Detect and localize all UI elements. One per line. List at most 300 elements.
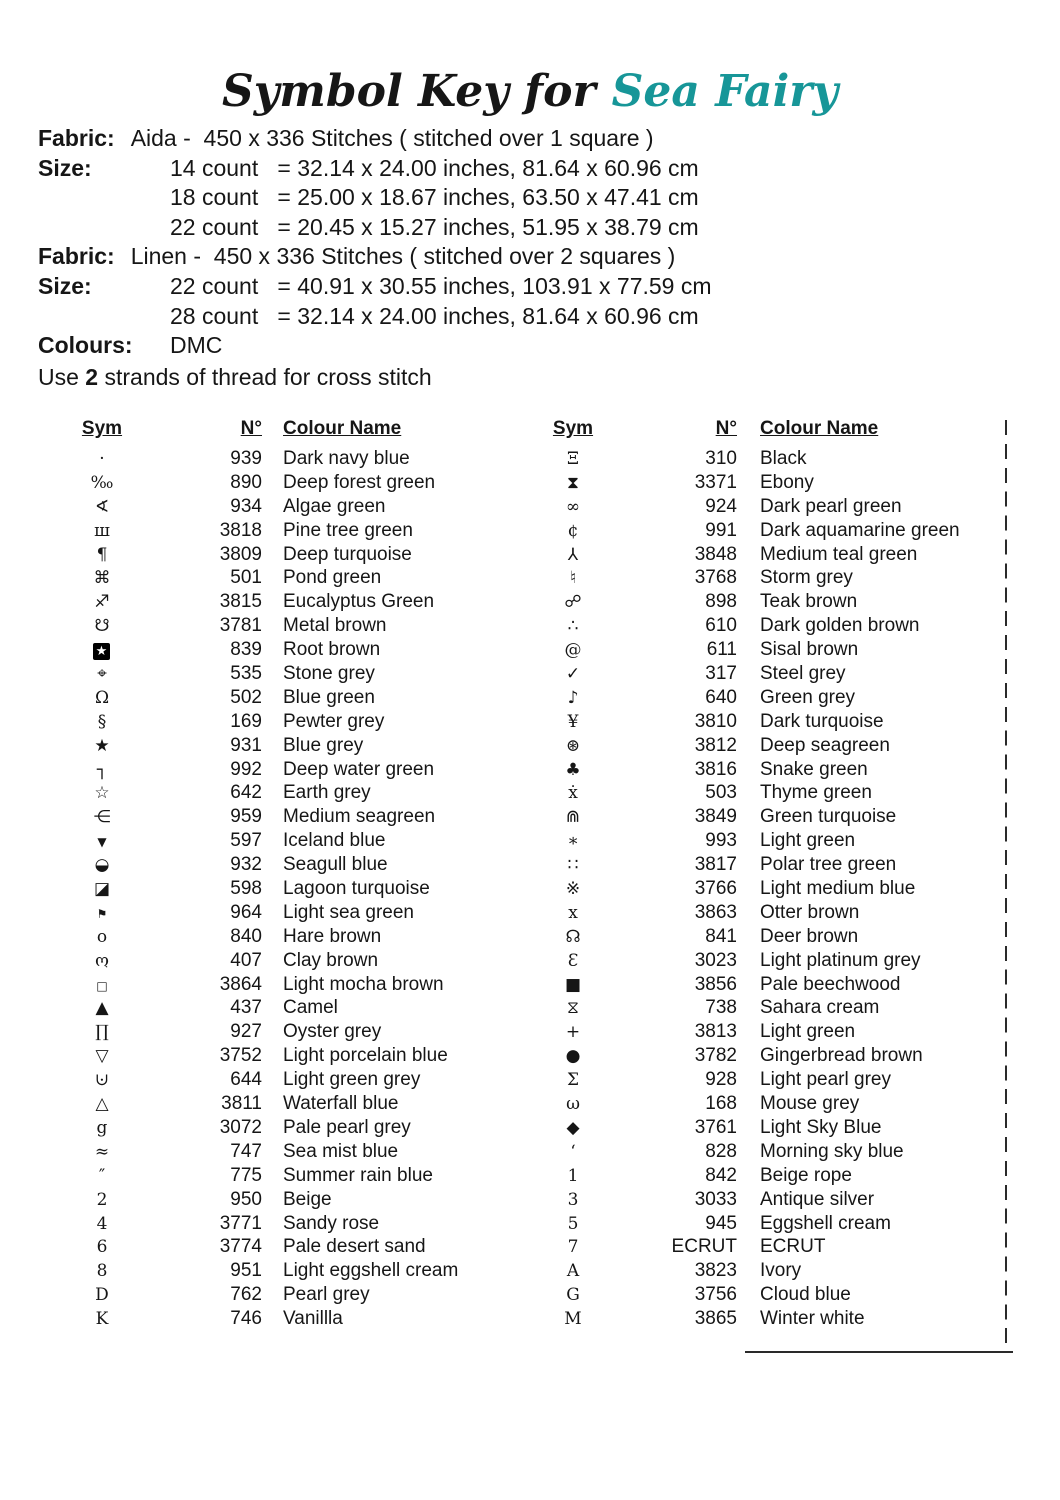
key-symbol: g (96, 1117, 108, 1138)
key-dmc-number: 3781 (219, 615, 262, 637)
key-dmc-number: 738 (705, 997, 737, 1019)
key-dmc-number: 3371 (694, 471, 737, 493)
key-row (75, 1093, 545, 1117)
key-dmc-number: 3817 (694, 854, 737, 876)
key-row (548, 854, 1018, 878)
key-row (548, 735, 1018, 759)
key-dmc-number: 3856 (694, 973, 737, 995)
key-colour-name: Light platinum grey (760, 949, 921, 971)
key-colour-name: Gingerbread brown (760, 1045, 923, 1067)
meta-value: Aida - 450 x 336 Stitches ( stitched over 1 square ) (130, 125, 654, 151)
key-row (548, 1165, 1018, 1189)
key-dmc-number: 932 (230, 854, 262, 876)
key-header-num: N° (240, 418, 262, 439)
key-symbol: ‘ (570, 1141, 576, 1162)
key-row (75, 1189, 545, 1213)
key-row (548, 639, 1018, 663)
meta-line (38, 303, 798, 333)
meta-value: DMC (170, 332, 223, 359)
key-colour-name: Light green (760, 830, 856, 852)
key-colour-name: Light medium blue (760, 878, 916, 900)
key-colour-name: ECRUT (760, 1236, 826, 1258)
meta-line (38, 243, 798, 273)
key-symbol: ¥ (567, 711, 579, 732)
key-dmc-number: 3761 (694, 1116, 737, 1138)
key-dmc-number: 3863 (694, 901, 737, 923)
key-dmc-number: 746 (230, 1308, 262, 1330)
key-row (75, 926, 545, 950)
key-colour-name: Iceland blue (283, 830, 386, 852)
key-colour-name: Blue grey (283, 734, 364, 756)
key-symbol: ¶ (96, 544, 108, 565)
key-dmc-number: 3849 (694, 806, 737, 828)
key-dmc-number: 3812 (694, 734, 737, 756)
key-dmc-number: 3771 (219, 1212, 262, 1234)
key-symbol: ⋲ (93, 807, 111, 828)
key-symbol: ☋ (94, 616, 110, 637)
page-title (0, 68, 1060, 116)
key-symbol: ≈ (94, 1141, 110, 1162)
key-row (75, 687, 545, 711)
key-row (548, 472, 1018, 496)
key-dmc-number: 931 (230, 734, 262, 756)
key-colour-name: Seagull blue (283, 854, 388, 876)
key-symbol: ⌘ (93, 568, 111, 589)
key-dmc-number: 642 (230, 782, 262, 804)
key-symbol: Ɛ (567, 950, 579, 971)
key-row (75, 830, 545, 854)
key-colour-name: Stone grey (283, 663, 375, 685)
key-header-name: Colour Name (760, 418, 879, 439)
key-symbol: § (97, 711, 107, 732)
key-dmc-number: 924 (705, 495, 737, 517)
key-symbol: △ (95, 1094, 109, 1115)
key-dmc-number: 3809 (219, 543, 262, 565)
key-dmc-number: 3864 (219, 973, 262, 995)
key-row (548, 1021, 1018, 1045)
key-row (75, 854, 545, 878)
key-colour-name: Light porcelain blue (283, 1045, 448, 1067)
key-colour-name: Summer rain blue (283, 1164, 433, 1186)
key-symbol: ★ (94, 735, 110, 756)
key-symbol: 7 (567, 1237, 579, 1258)
meta-line (38, 273, 798, 303)
key-dmc-number: 959 (230, 806, 262, 828)
meta-value: 18 count = 25.00 x 18.67 inches, 63.50 x 47.41 cm (170, 184, 699, 211)
key-row (75, 902, 545, 926)
key-row (75, 520, 545, 544)
key-symbol: ■ (564, 974, 582, 995)
key-colour-name: Deep forest green (283, 471, 436, 493)
key-colour-name: Snake green (760, 758, 868, 780)
key-dmc-number: 841 (705, 925, 737, 947)
meta-line (38, 125, 798, 155)
key-symbol: ‰ (90, 472, 114, 493)
key-dmc-number: 501 (230, 567, 262, 589)
key-row (548, 997, 1018, 1021)
key-colour-name: Root brown (283, 639, 381, 661)
key-colour-name: Dark golden brown (760, 615, 920, 637)
key-symbol: □ (96, 978, 108, 993)
key-dmc-number: 3811 (221, 1093, 262, 1115)
key-symbol: 2 (96, 1189, 108, 1210)
key-colour-name: Deer brown (760, 925, 859, 947)
key-colour-name: Camel (283, 997, 338, 1019)
key-colour-name: Dark aquamarine green (760, 519, 960, 541)
key-symbol: G (566, 1285, 580, 1306)
key-symbol: ▲ (95, 998, 109, 1019)
key-colour-name: Ebony (760, 471, 814, 493)
key-symbol: ✓ (565, 664, 581, 685)
key-dmc-number: 598 (230, 878, 262, 900)
key-row (75, 639, 545, 663)
key-symbol: ♐ (94, 592, 110, 613)
key-row (75, 735, 545, 759)
key-row (75, 567, 545, 591)
key-colour-name: Sandy rose (283, 1212, 380, 1234)
key-colour-name: Dark turquoise (760, 710, 884, 732)
key-row (75, 1069, 545, 1093)
meta-value: 22 count = 40.91 x 30.55 inches, 103.91 x 77.59 cm (170, 272, 712, 299)
key-symbol: 1 (567, 1165, 579, 1186)
key-header-row (75, 418, 545, 448)
key-symbol: ★ (93, 643, 110, 660)
key-colour-name: Light green (760, 1021, 856, 1043)
key-row (75, 448, 545, 472)
key-dmc-number: 945 (705, 1212, 737, 1234)
key-symbol: ▼ (97, 835, 107, 850)
key-rows-right (548, 448, 1018, 1332)
key-dmc-number: 3782 (694, 1045, 737, 1067)
key-symbol: 4 (96, 1213, 108, 1234)
key-dmc-number: 939 (230, 448, 262, 469)
key-colour-name: Otter brown (760, 901, 860, 923)
key-symbol: Ξ (567, 449, 579, 469)
key-row (75, 950, 545, 974)
key-row (75, 663, 545, 687)
key-row (548, 687, 1018, 711)
meta-value: 28 count = 32.14 x 24.00 inches, 81.64 x 60.96 cm (170, 302, 699, 329)
key-row (548, 520, 1018, 544)
key-symbol: ⊍ (94, 1070, 110, 1091)
key-dmc-number: 3033 (694, 1188, 737, 1210)
key-dmc-number: 3072 (219, 1116, 262, 1138)
key-symbol: + (565, 1022, 581, 1043)
key-colour-name: Thyme green (760, 782, 872, 804)
key-row (548, 759, 1018, 783)
key-dmc-number: 3752 (219, 1045, 262, 1067)
footer-rule (745, 1351, 1013, 1353)
key-symbol: A (566, 1261, 580, 1282)
key-symbol: ω (566, 1094, 580, 1115)
meta-value: 22 count = 20.45 x 15.27 inches, 51.95 x 38.79 cm (170, 213, 699, 240)
key-row (548, 711, 1018, 735)
key-row (548, 1260, 1018, 1284)
key-row (548, 591, 1018, 615)
key-colour-name: Green turquoise (760, 806, 897, 828)
key-colour-name: Pine tree green (283, 519, 413, 541)
key-row (75, 472, 545, 496)
key-colour-name: Oyster grey (283, 1021, 382, 1043)
key-symbol: ⊛ (565, 735, 581, 756)
key-symbol: ┐ (96, 759, 108, 780)
key-dmc-number: 317 (705, 663, 737, 685)
key-dmc-number: 169 (230, 710, 262, 732)
key-symbol: ∢ (94, 496, 110, 517)
key-dmc-number: 3774 (219, 1236, 262, 1258)
key-row (548, 1093, 1018, 1117)
key-header-row (548, 418, 1018, 448)
meta-value: Linen - 450 x 336 Stitches ( stitched over 2 squares ) (130, 243, 676, 270)
key-row (548, 1213, 1018, 1237)
usage-note (38, 364, 432, 391)
key-row (548, 615, 1018, 639)
key-row (548, 1284, 1018, 1308)
key-row (548, 1189, 1018, 1213)
key-row (75, 997, 545, 1021)
key-dmc-number: 310 (705, 448, 737, 469)
meta-line (38, 332, 798, 362)
key-dmc-number: 992 (230, 758, 262, 780)
key-colour-name: Steel grey (760, 663, 846, 685)
key-row (75, 1165, 545, 1189)
key-row (548, 1045, 1018, 1069)
key-symbol: ⚑ (96, 906, 108, 921)
key-symbol: 8 (96, 1261, 108, 1282)
key-row (75, 591, 545, 615)
key-symbol: 3 (567, 1189, 579, 1210)
key-dmc-number: 993 (705, 830, 737, 852)
key-colour-name: Beige (283, 1188, 332, 1210)
key-row (548, 544, 1018, 568)
key-colour-name: Ivory (760, 1260, 802, 1282)
key-row (548, 567, 1018, 591)
key-row (548, 830, 1018, 854)
key-colour-name: Sahara cream (760, 997, 880, 1019)
key-row (75, 878, 545, 902)
key-symbol: 6 (96, 1237, 108, 1258)
key-colour-name: Light eggshell cream (283, 1260, 459, 1282)
key-dmc-number: 407 (230, 949, 262, 971)
key-row (548, 950, 1018, 974)
key-symbol: M (564, 1309, 582, 1330)
title-name: Sea Fairy (611, 66, 839, 117)
key-dmc-number: 610 (705, 615, 737, 637)
meta-label: Fabric: (38, 125, 115, 151)
key-symbol: Ω (94, 687, 110, 708)
key-colour-name: Polar tree green (760, 854, 897, 876)
key-dmc-number: 3865 (694, 1308, 737, 1330)
key-colour-name: Blue green (283, 686, 375, 708)
key-symbol: ∷ (567, 855, 579, 876)
key-colour-name: Sisal brown (760, 639, 859, 661)
key-colour-name: Light mocha brown (283, 973, 444, 995)
key-dmc-number: 3766 (694, 878, 737, 900)
key-dmc-number: 775 (230, 1164, 262, 1186)
key-symbol: o (96, 926, 108, 947)
key-symbol: ∏ (95, 1022, 109, 1043)
key-colour-name: Morning sky blue (760, 1140, 904, 1162)
key-dmc-number: 991 (705, 519, 737, 541)
key-row (75, 1213, 545, 1237)
key-colour-name: Eucalyptus Green (283, 591, 435, 613)
key-row (548, 926, 1018, 950)
key-symbol: ẋ (568, 783, 578, 804)
key-dmc-number: 951 (230, 1260, 262, 1282)
key-row (548, 448, 1018, 472)
key-row (548, 902, 1018, 926)
key-symbol: ⅄ (567, 544, 579, 565)
key-row (75, 806, 545, 830)
key-symbol: ∞ (565, 496, 581, 517)
key-dmc-number: 762 (230, 1284, 262, 1306)
key-colour-name: Antique silver (760, 1188, 875, 1210)
meta-label: Fabric: (38, 243, 115, 270)
key-symbol: ∗ (567, 831, 579, 852)
key-row (548, 806, 1018, 830)
key-dmc-number: 927 (230, 1021, 262, 1043)
key-colour-name: Cloud blue (760, 1284, 851, 1306)
key-dmc-number: 934 (230, 495, 262, 517)
key-symbol: ☆ (94, 783, 110, 804)
key-colour-name: Dark pearl green (760, 495, 902, 517)
key-symbol: 5 (567, 1213, 579, 1234)
meta-label: Size: (38, 272, 92, 299)
key-dmc-number: 3810 (694, 710, 737, 732)
key-colour-name: Medium teal green (760, 543, 918, 565)
key-dmc-number: 644 (230, 1069, 262, 1091)
key-colour-name: Teak brown (760, 591, 858, 613)
key-symbol: · (99, 449, 105, 469)
key-symbol: ¢ (567, 520, 579, 541)
key-dmc-number: 3756 (694, 1284, 737, 1306)
key-row (75, 1141, 545, 1165)
key-symbol: ◆ (566, 1117, 580, 1138)
key-symbol: ⧖ (567, 998, 579, 1019)
key-symbol: ☊ (565, 926, 581, 947)
key-symbol: ◪ (93, 879, 111, 900)
key-row (548, 1236, 1018, 1260)
key-colour-name: Lagoon turquoise (283, 878, 430, 900)
key-symbol: ◒ (94, 855, 110, 876)
key-header-sym: Sym (81, 418, 123, 439)
key-colour-name: Algae green (283, 495, 386, 517)
key-colour-name: Light Sky Blue (760, 1116, 882, 1138)
key-colour-name: Beige rope (760, 1164, 852, 1186)
key-colour-name: Deep turquoise (283, 543, 412, 565)
key-row (75, 711, 545, 735)
title-prefix: Symbol Key for (221, 66, 596, 117)
key-dmc-number: 168 (705, 1093, 737, 1115)
key-dmc-number: 928 (705, 1069, 737, 1091)
key-row (75, 1117, 545, 1141)
key-header-name: Colour Name (283, 418, 402, 439)
key-dmc-number: 3815 (219, 591, 262, 613)
meta-label: Colours: (38, 332, 133, 359)
key-dmc-number: 503 (705, 782, 737, 804)
key-row (548, 1141, 1018, 1165)
key-dmc-number: 502 (230, 686, 262, 708)
key-symbol: ″ (98, 1165, 106, 1186)
key-colour-name: Mouse grey (760, 1093, 860, 1115)
key-dmc-number: 950 (230, 1188, 262, 1210)
meta-label: Size: (38, 154, 92, 181)
key-row (75, 782, 545, 806)
key-colour-name: Hare brown (283, 925, 382, 947)
key-row (548, 878, 1018, 902)
key-colour-name: Light sea green (283, 901, 414, 923)
key-symbol: ♮ (569, 568, 577, 589)
key-colour-name: Pale pearl grey (283, 1116, 411, 1138)
key-symbol: ⋒ (565, 807, 581, 828)
key-colour-name: Eggshell cream (760, 1212, 891, 1234)
key-dmc-number: 840 (230, 925, 262, 947)
key-colour-name: Pearl grey (283, 1284, 370, 1306)
key-row (75, 1284, 545, 1308)
key-dmc-number: 964 (230, 901, 262, 923)
key-dmc-number: 611 (706, 639, 737, 661)
key-dmc-number: 890 (230, 471, 262, 493)
key-dmc-number: 535 (230, 663, 262, 685)
key-colour-name: Pale desert sand (283, 1236, 426, 1258)
key-column-left (75, 418, 545, 1332)
table-right-dashed-border (1005, 420, 1007, 1346)
key-dmc-number: 3813 (694, 1021, 737, 1043)
key-row (548, 1069, 1018, 1093)
key-colour-name: Light green grey (283, 1069, 421, 1091)
key-symbol: ▽ (95, 1046, 109, 1067)
key-symbol: ∴ (567, 616, 579, 637)
key-row (75, 615, 545, 639)
key-colour-name: Vanillla (283, 1308, 343, 1330)
key-symbol: ※ (565, 879, 581, 900)
key-symbol: x (568, 902, 578, 923)
key-symbol: ო (94, 950, 110, 971)
key-dmc-number: ECRUT (671, 1236, 737, 1258)
key-symbol: ⧗ (567, 472, 579, 493)
key-dmc-number: 898 (705, 591, 737, 613)
key-dmc-number: 640 (705, 686, 737, 708)
meta-line (38, 155, 798, 185)
usage-strands-count: 2 (85, 364, 99, 390)
key-colour-name: Sea mist blue (283, 1140, 399, 1162)
key-row (548, 782, 1018, 806)
key-symbol: @ (564, 640, 582, 661)
key-colour-name: Pond green (283, 567, 382, 589)
key-row (548, 1117, 1018, 1141)
key-row (75, 1045, 545, 1069)
key-row (75, 544, 545, 568)
key-dmc-number: 3023 (694, 949, 737, 971)
key-colour-name: Pewter grey (283, 710, 385, 732)
key-colour-name: Earth grey (283, 782, 371, 804)
key-symbol: ♣ (565, 759, 581, 780)
key-colour-name: Winter white (760, 1308, 865, 1330)
key-row (548, 663, 1018, 687)
key-row (75, 1260, 545, 1284)
key-symbol: ш (94, 520, 110, 541)
fabric-size-info (38, 125, 798, 362)
key-row (548, 1308, 1018, 1332)
key-row (75, 1021, 545, 1045)
key-symbol: Σ (566, 1070, 580, 1091)
usage-pre: Use (38, 364, 86, 390)
key-header-sym: Sym (552, 418, 594, 439)
key-symbol: ⌖ (97, 664, 107, 685)
meta-line (38, 184, 798, 214)
key-row (75, 1236, 545, 1260)
key-dmc-number: 842 (705, 1164, 737, 1186)
